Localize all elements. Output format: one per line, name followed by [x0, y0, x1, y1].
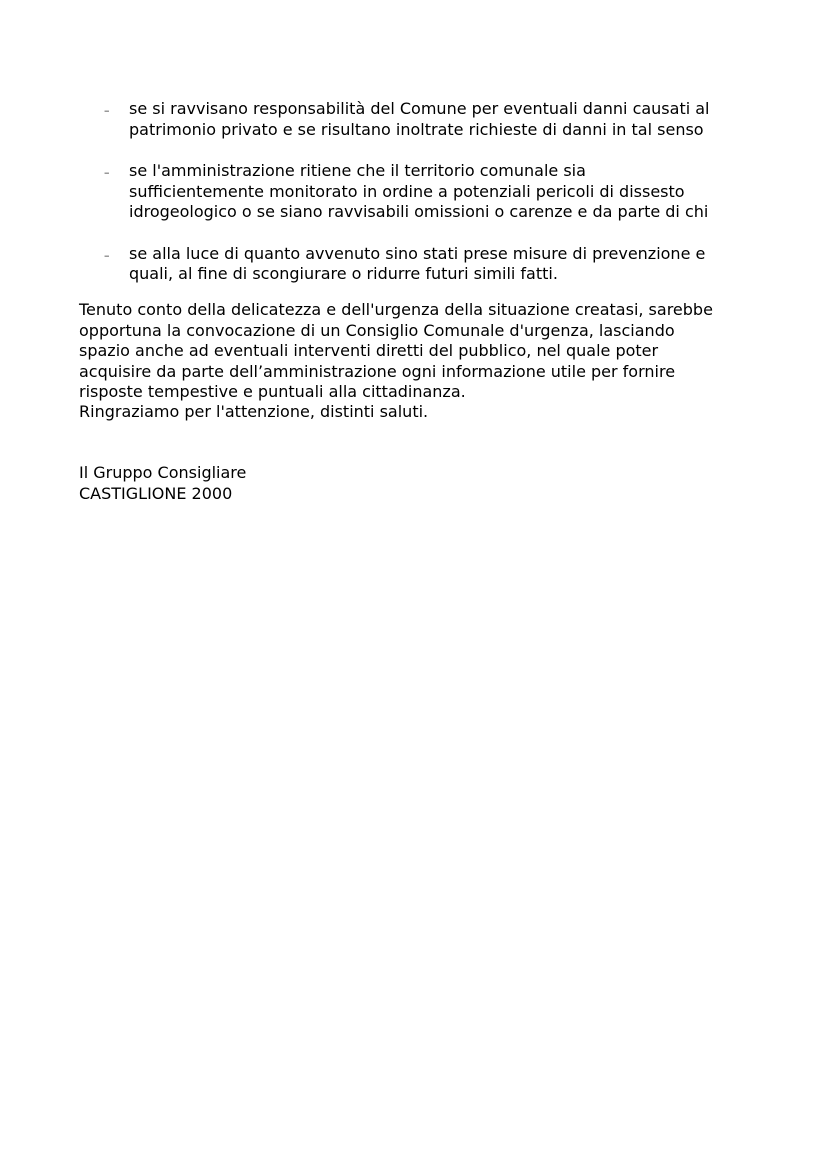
list-item [0, 161, 769, 223]
signature-list-name: CASTIGLIONE 2000 [79, 483, 233, 503]
list-item [0, 99, 769, 140]
bullet-text: se si ravvisano responsabilità del Comune per eventuali danni causati al patrimonio privato e se risultano inoltrate richieste di danni in tal senso [129, 99, 710, 139]
bullet-list [0, 99, 826, 306]
signature-group-name: Il Gruppo Consigliare [79, 463, 247, 482]
bullet-text: se l'amministrazione ritiene che il territorio comunale sia sufficientemente monitorato in ordine a potenziali pericoli di dissesto idrogeologico o se siano ravvisabili omissioni o carenze e da parte di chi [129, 161, 709, 221]
list-item [0, 244, 769, 285]
bullet-dash: – [104, 248, 110, 262]
signature-block [79, 463, 779, 504]
bullet-text: se alla luce di quanto avvenuto sino stati prese misure di prevenzione e quali, al fine di scongiurare o ridurre futuri simili fatti. [129, 243, 706, 283]
closing-line: Ringraziamo per l'attenzione, distinti saluti. [79, 402, 429, 421]
bullet-dash: – [104, 166, 110, 179]
body-paragraph: Tenuto conto della delicatezza e dell'urgenza della situazione creatasi, sarebbe opportuna la convocazione di un Consiglio Comunale d'urgenza, lasciando spazio anche ad eventuali interventi diretti del pubblico, nel quale poter acquisire da parte dell’amministrazione ogni informazione utile per fornire risposte tempestive e puntuali alla cittadinanza. [79, 300, 713, 401]
bullet-dash: – [104, 104, 110, 117]
